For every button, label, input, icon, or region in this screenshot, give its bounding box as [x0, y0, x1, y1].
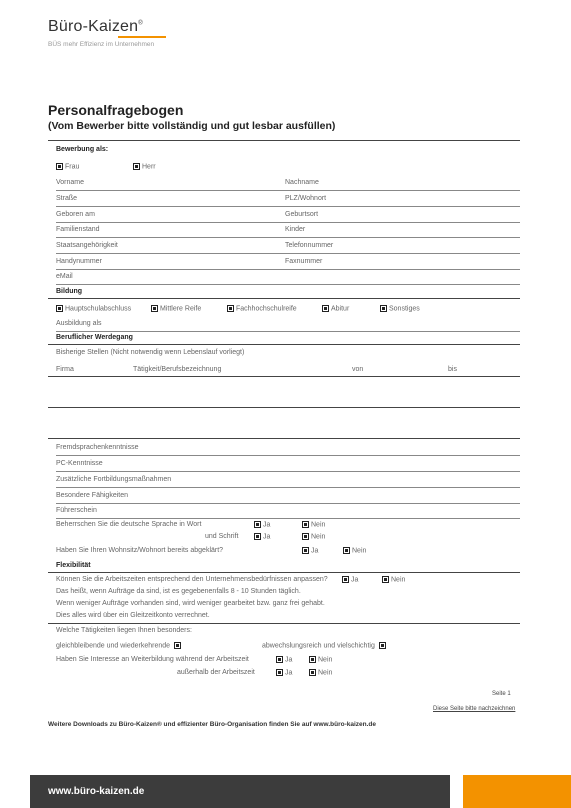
option-ausserhalb-nein[interactable]: Nein: [309, 669, 332, 676]
field-fuehrerschein[interactable]: Führerschein: [56, 507, 97, 514]
column-bis: bis: [448, 366, 457, 373]
option-arbeitszeiten-nein[interactable]: Nein: [382, 576, 405, 583]
option-arbeitszeiten-ja[interactable]: Ja: [342, 576, 358, 583]
option-wohnsitz-nein[interactable]: Nein: [343, 547, 366, 554]
question-arbeitszeiten: Können Sie die Arbeitszeiten entsprechend den Unternehmensbedürfnissen anpassen?: [56, 576, 328, 583]
field-line: [56, 284, 520, 285]
section-heading-bewerbung: Bewerbung als:: [56, 146, 109, 153]
trademark-mark: ®: [138, 20, 143, 27]
option-mittlere-reife[interactable]: Mittlere Reife: [151, 305, 201, 312]
checkbox-icon: [56, 305, 63, 312]
document-title: Personalfragebogen: [48, 102, 184, 118]
option-sprache-wort-ja[interactable]: Ja: [254, 521, 270, 528]
field-line: [56, 503, 520, 504]
option-gleichbleibend[interactable]: gleichbleibende und wiederkehrende: [56, 642, 183, 649]
footer-accent: [463, 775, 571, 808]
field-line: [56, 487, 520, 488]
field-familienstand[interactable]: Familienstand: [56, 226, 100, 233]
checkbox-icon: [56, 163, 63, 170]
option-wohnsitz-ja[interactable]: Ja: [302, 547, 318, 554]
field-line: [56, 222, 520, 223]
field-line: [56, 518, 520, 519]
divider: [48, 623, 520, 624]
field-staatsangehoerigkeit[interactable]: Staatsangehörigkeit: [56, 242, 118, 249]
checkbox-icon: [302, 521, 309, 528]
option-weiterbildung-nein[interactable]: Nein: [309, 656, 332, 663]
table-row-line: [48, 407, 520, 408]
section-heading-flexibilitaet: Flexibilität: [56, 562, 91, 569]
option-sprache-wort-nein[interactable]: Nein: [302, 521, 325, 528]
option-weiterbildung-ja[interactable]: Ja: [276, 656, 292, 663]
option-sprache-schrift-ja[interactable]: Ja: [254, 533, 270, 540]
checkbox-icon: [380, 305, 387, 312]
checkbox-icon: [343, 547, 350, 554]
field-fortbildung[interactable]: Zusätzliche Fortbildungsmaßnahmen: [56, 476, 172, 483]
option-frau[interactable]: Frau: [56, 163, 79, 170]
field-line: [56, 455, 520, 456]
field-handy[interactable]: Handynummer: [56, 258, 102, 265]
option-hauptschulabschluss[interactable]: Hauptschulabschluss: [56, 305, 131, 312]
checkbox-icon: [133, 163, 140, 170]
checkbox-icon: [322, 305, 329, 312]
checkbox-icon: [227, 305, 234, 312]
checkbox-icon: [342, 576, 349, 583]
checkbox-icon: [254, 533, 261, 540]
checkbox-icon: [309, 669, 316, 676]
field-geburtsort[interactable]: Geburtsort: [285, 211, 319, 218]
option-herr[interactable]: Herr: [133, 163, 156, 170]
downloads-note: Weitere Downloads zu Büro-Kaizen® und effizienter Büro-Organisation finden Sie auf www.büro-kaizen.de: [48, 721, 377, 728]
next-page-note: Diese Seite bitte nachzeichnen: [433, 706, 516, 712]
section-heading-werdegang: Beruflicher Werdegang: [56, 334, 133, 341]
column-taetigkeit: Tätigkeit/Berufsbezeichnung: [133, 366, 222, 373]
question-weiterbildung: Haben Sie Interesse an Weiterbildung während der Arbeitszeit: [56, 656, 249, 663]
field-line: [56, 253, 520, 254]
question-taetigkeiten: Welche Tätigkeiten liegen Ihnen besonders:: [56, 627, 192, 634]
checkbox-icon: [379, 642, 386, 649]
field-line: [56, 471, 520, 472]
divider: [48, 344, 520, 345]
document-subtitle: (Vom Bewerber bitte vollständig und gut lesbar ausfüllen): [48, 120, 336, 132]
label-schrift: und Schrift: [205, 533, 239, 540]
checkbox-icon: [276, 656, 283, 663]
field-ausbildung[interactable]: Ausbildung als: [56, 320, 102, 327]
checkbox-icon: [382, 576, 389, 583]
field-plz[interactable]: PLZ/Wohnort: [285, 195, 327, 202]
divider: [48, 572, 520, 573]
table-row-line: [48, 438, 520, 439]
werdegang-intro: Bisherige Stellen (Nicht notwendig wenn Lebenslauf vorliegt): [56, 349, 245, 356]
checkbox-icon: [174, 642, 181, 649]
field-faehigkeiten[interactable]: Besondere Fähigkeiten: [56, 492, 128, 499]
divider: [48, 140, 520, 141]
field-fax[interactable]: Faxnummer: [285, 258, 323, 265]
label-ausserhalb: außerhalb der Arbeitszeit: [177, 669, 255, 676]
checkbox-icon: [276, 669, 283, 676]
option-abwechslungsreich[interactable]: abwechslungsreich und vielschichtig: [262, 642, 388, 649]
footer-url[interactable]: www.büro-kaizen.de: [48, 786, 145, 797]
checkbox-icon: [309, 656, 316, 663]
page-number: Seite 1: [492, 691, 511, 697]
checkbox-icon: [254, 521, 261, 528]
option-fachhochschulreife[interactable]: Fachhochschulreife: [227, 305, 297, 312]
field-geboren[interactable]: Geboren am: [56, 211, 95, 218]
option-abitur[interactable]: Abitur: [322, 305, 349, 312]
checkbox-icon: [151, 305, 158, 312]
logo-title: Büro-Kaizen®: [48, 18, 143, 35]
field-line: [56, 190, 520, 191]
field-pc-kenntnisse[interactable]: PC-Kenntnisse: [56, 460, 103, 467]
field-vorname[interactable]: Vorname: [56, 179, 85, 186]
flex-text-line: Das heißt, wenn Aufträge da sind, ist es gegebenenfalls 8 - 10 Stunden täglich.: [56, 588, 301, 595]
logo-subtitle: BÜS mehr Effizienz im Unternehmen: [48, 41, 155, 48]
flex-text-line: Wenn weniger Aufträge vorhanden sind, wird weniger gearbeitet bzw. ganz frei gehabt.: [56, 600, 325, 607]
field-telefon[interactable]: Telefonnummer: [285, 242, 334, 249]
field-line: [56, 269, 520, 270]
option-ausserhalb-ja[interactable]: Ja: [276, 669, 292, 676]
checkbox-icon: [302, 547, 309, 554]
field-nachname[interactable]: Nachname: [285, 179, 319, 186]
table-row-line: [48, 376, 520, 377]
field-line: [56, 331, 520, 332]
option-sprache-schrift-nein[interactable]: Nein: [302, 533, 325, 540]
field-strasse[interactable]: Straße: [56, 195, 78, 202]
field-email[interactable]: eMail: [56, 273, 73, 280]
column-firma: Firma: [56, 366, 74, 373]
field-kinder[interactable]: Kinder: [285, 226, 306, 233]
flex-text-line: Dies alles wird über ein Gleitzeitkonto verrechnet.: [56, 612, 210, 619]
question-sprache: Beherrschen Sie die deutsche Sprache in Wort: [56, 521, 202, 528]
section-heading-bildung: Bildung: [56, 288, 83, 295]
field-line: [56, 206, 520, 207]
divider: [48, 298, 520, 299]
checkbox-icon: [302, 533, 309, 540]
field-line: [56, 237, 520, 238]
question-wohnsitz: Haben Sie Ihren Wohnsitz/Wohnort bereits abgeklärt?: [56, 547, 224, 554]
option-sonstiges[interactable]: Sonstiges: [380, 305, 420, 312]
column-von: von: [352, 366, 364, 373]
field-fremdsprachen[interactable]: Fremdsprachenkenntnisse: [56, 444, 139, 451]
logo-accent-bar: [118, 36, 166, 38]
